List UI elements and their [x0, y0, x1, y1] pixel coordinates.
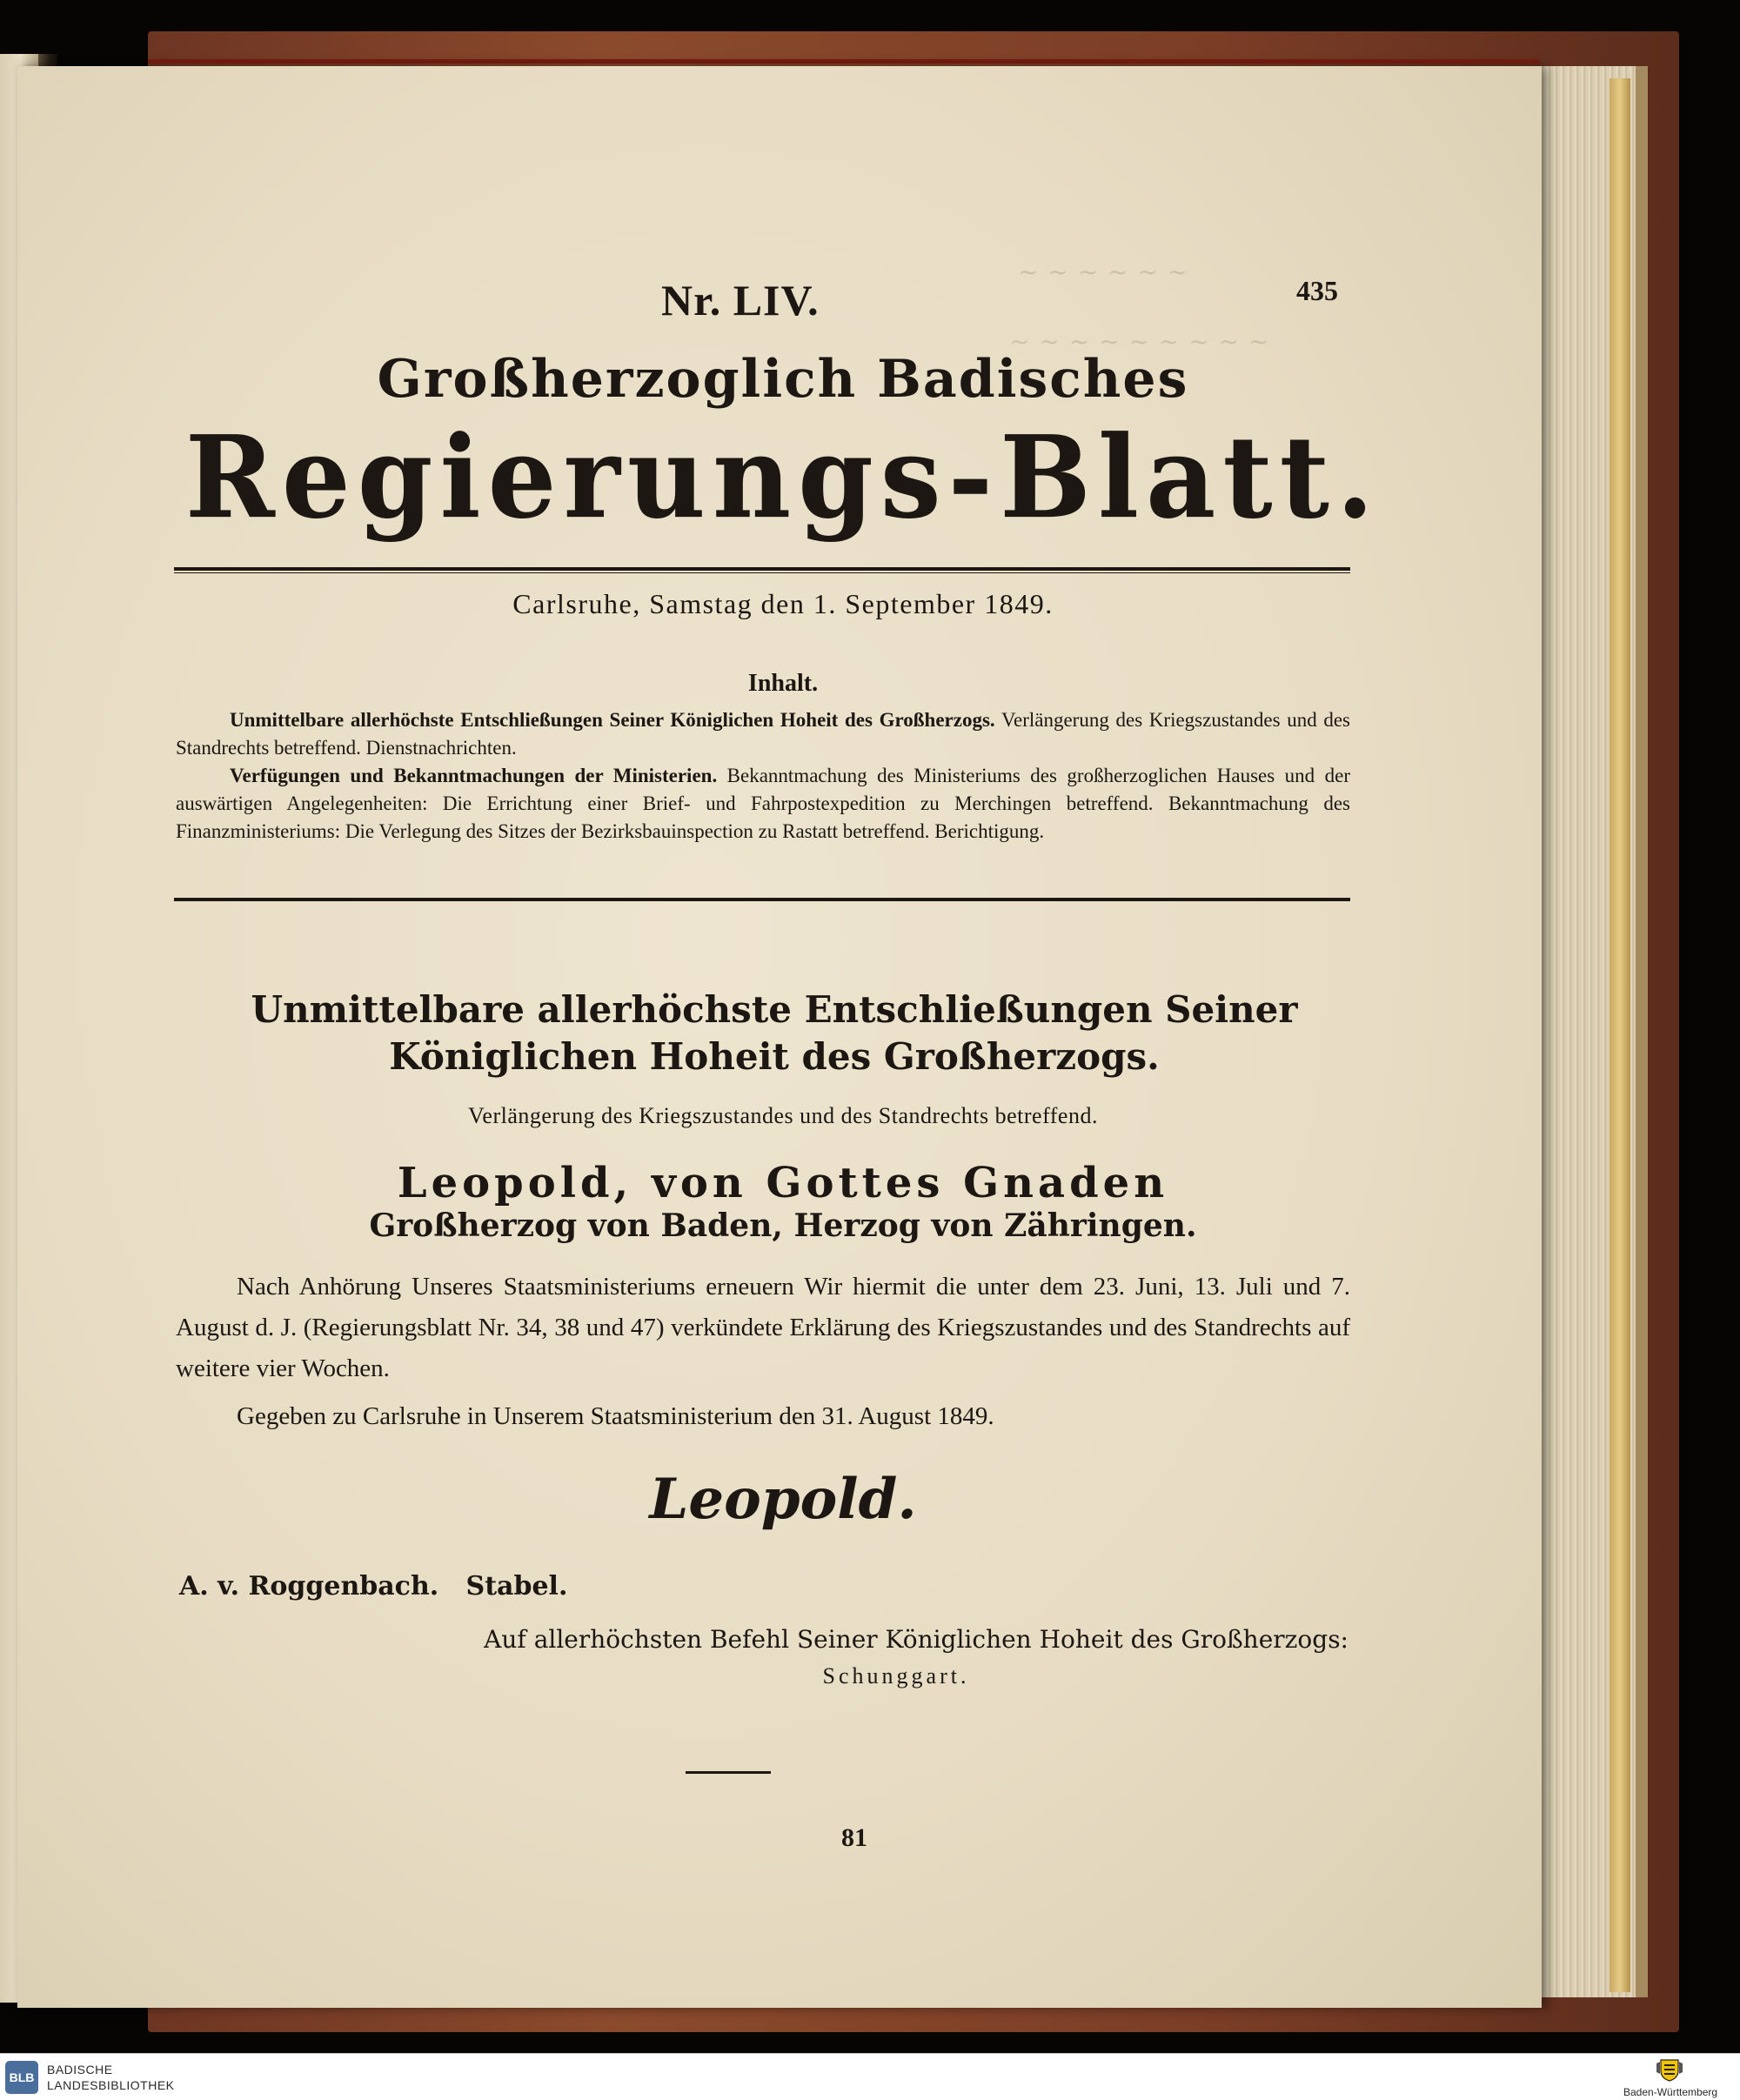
library-name-line2: LANDESBIBLIOTHEK: [47, 2078, 175, 2092]
cover-edge-line: [148, 59, 1540, 64]
secretary-name: Schunggart.: [822, 1663, 970, 1689]
command-line: Auf allerhöchsten Befehl Seiner Königlichen Hoheit des Großherzogs:: [484, 1625, 1348, 1654]
library-logo[interactable]: BLB: [5, 2061, 38, 2094]
issue-number: Nr. LIV.: [661, 276, 820, 324]
masthead-rule: [174, 567, 1350, 571]
toc-heading: Inhalt.: [747, 670, 819, 697]
decree-body: Nach Anhörung Unseres Staatsministeriums erneuern Wir hiermit die unter dem 23. Juni, 13. Juli und 7. August d. J. (Regierungsblatt Nr. 34, 38 und 47) verkündete Erklärung des Kriegszustandes und des Standrechts auf weitere vier Wochen.: [176, 1273, 1350, 1382]
countersignatures: A. v. Roggenbach. Stabel.: [179, 1571, 568, 1602]
state-emblem-icon: [1656, 2057, 1683, 2083]
toc-entry-text: Bekanntmachung des Ministeriums des großherzoglichen Hauses und der auswärtigen Angelegenheiten: Die Errichtung einer Brief- und Fahrpostexpedition zu Merchingen betreffend. Bekanntmachung des Finanzministeriums: Die Verlegung des Sitzes der Bezirksbauinspection zu Rastatt betreffend. Berichtigung.: [176, 765, 1350, 842]
masthead-rule-thin: [174, 572, 1350, 573]
masthead-subtitle: Großherzoglich Badisches: [377, 349, 1189, 410]
decree-date-place: Gegeben zu Carlsruhe in Unserem Staatsministerium den 31. August 1849.: [237, 1402, 994, 1430]
toc-rule: [174, 898, 1350, 901]
state-label: Baden-Württemberg: [1623, 2086, 1718, 2098]
toc-entry: [176, 706, 1350, 762]
library-name-line1: BADISCHE: [47, 2063, 113, 2077]
section-title: Unmittelbare allerhöchste Entschließungen Seiner Königlichen Hoheit des Großherzogs.: [251, 988, 1298, 1078]
show-through: ~ ~ ~ ~ ~ ~ ~ ~ ~: [1009, 327, 1270, 356]
gilt-edge: [1610, 78, 1630, 1992]
signature: Leopold.: [649, 1467, 917, 1532]
show-through: ~ ~ ~ ~ ~ ~: [1018, 257, 1189, 286]
toc-entry: [176, 762, 1350, 846]
section-subtitle: Verlängerung des Kriegszustandes und des Standrechts betreffend.: [468, 1103, 1098, 1128]
masthead-title: Regierungs-Blatt.: [184, 411, 1382, 545]
document-page: [17, 66, 1542, 2008]
sheet-number: 81: [841, 1823, 867, 1852]
ruler-name: Leopold, von Gottes Gnaden: [397, 1159, 1169, 1207]
toc-entry-title: Verfügungen und Bekanntmachungen der Ministerien.: [230, 765, 718, 786]
closing-rule: [686, 1771, 771, 1774]
toc-entry-text: Verlängerung des Kriegszustandes und des Standrechts betreffend. Dienstnachrichten.: [176, 709, 1351, 759]
dateline: Carlsruhe, Samstag den 1. September 1849.: [512, 588, 1054, 619]
ruler-title: Großherzog von Baden, Herzog von Zähringen.: [369, 1207, 1197, 1244]
page-number: 435: [1296, 275, 1338, 306]
toc-entry-title: Unmittelbare allerhöchste Entschließungen Seiner Königlichen Hoheit des Großherzogs.: [230, 709, 995, 731]
viewer-footer: [0, 2053, 1740, 2100]
